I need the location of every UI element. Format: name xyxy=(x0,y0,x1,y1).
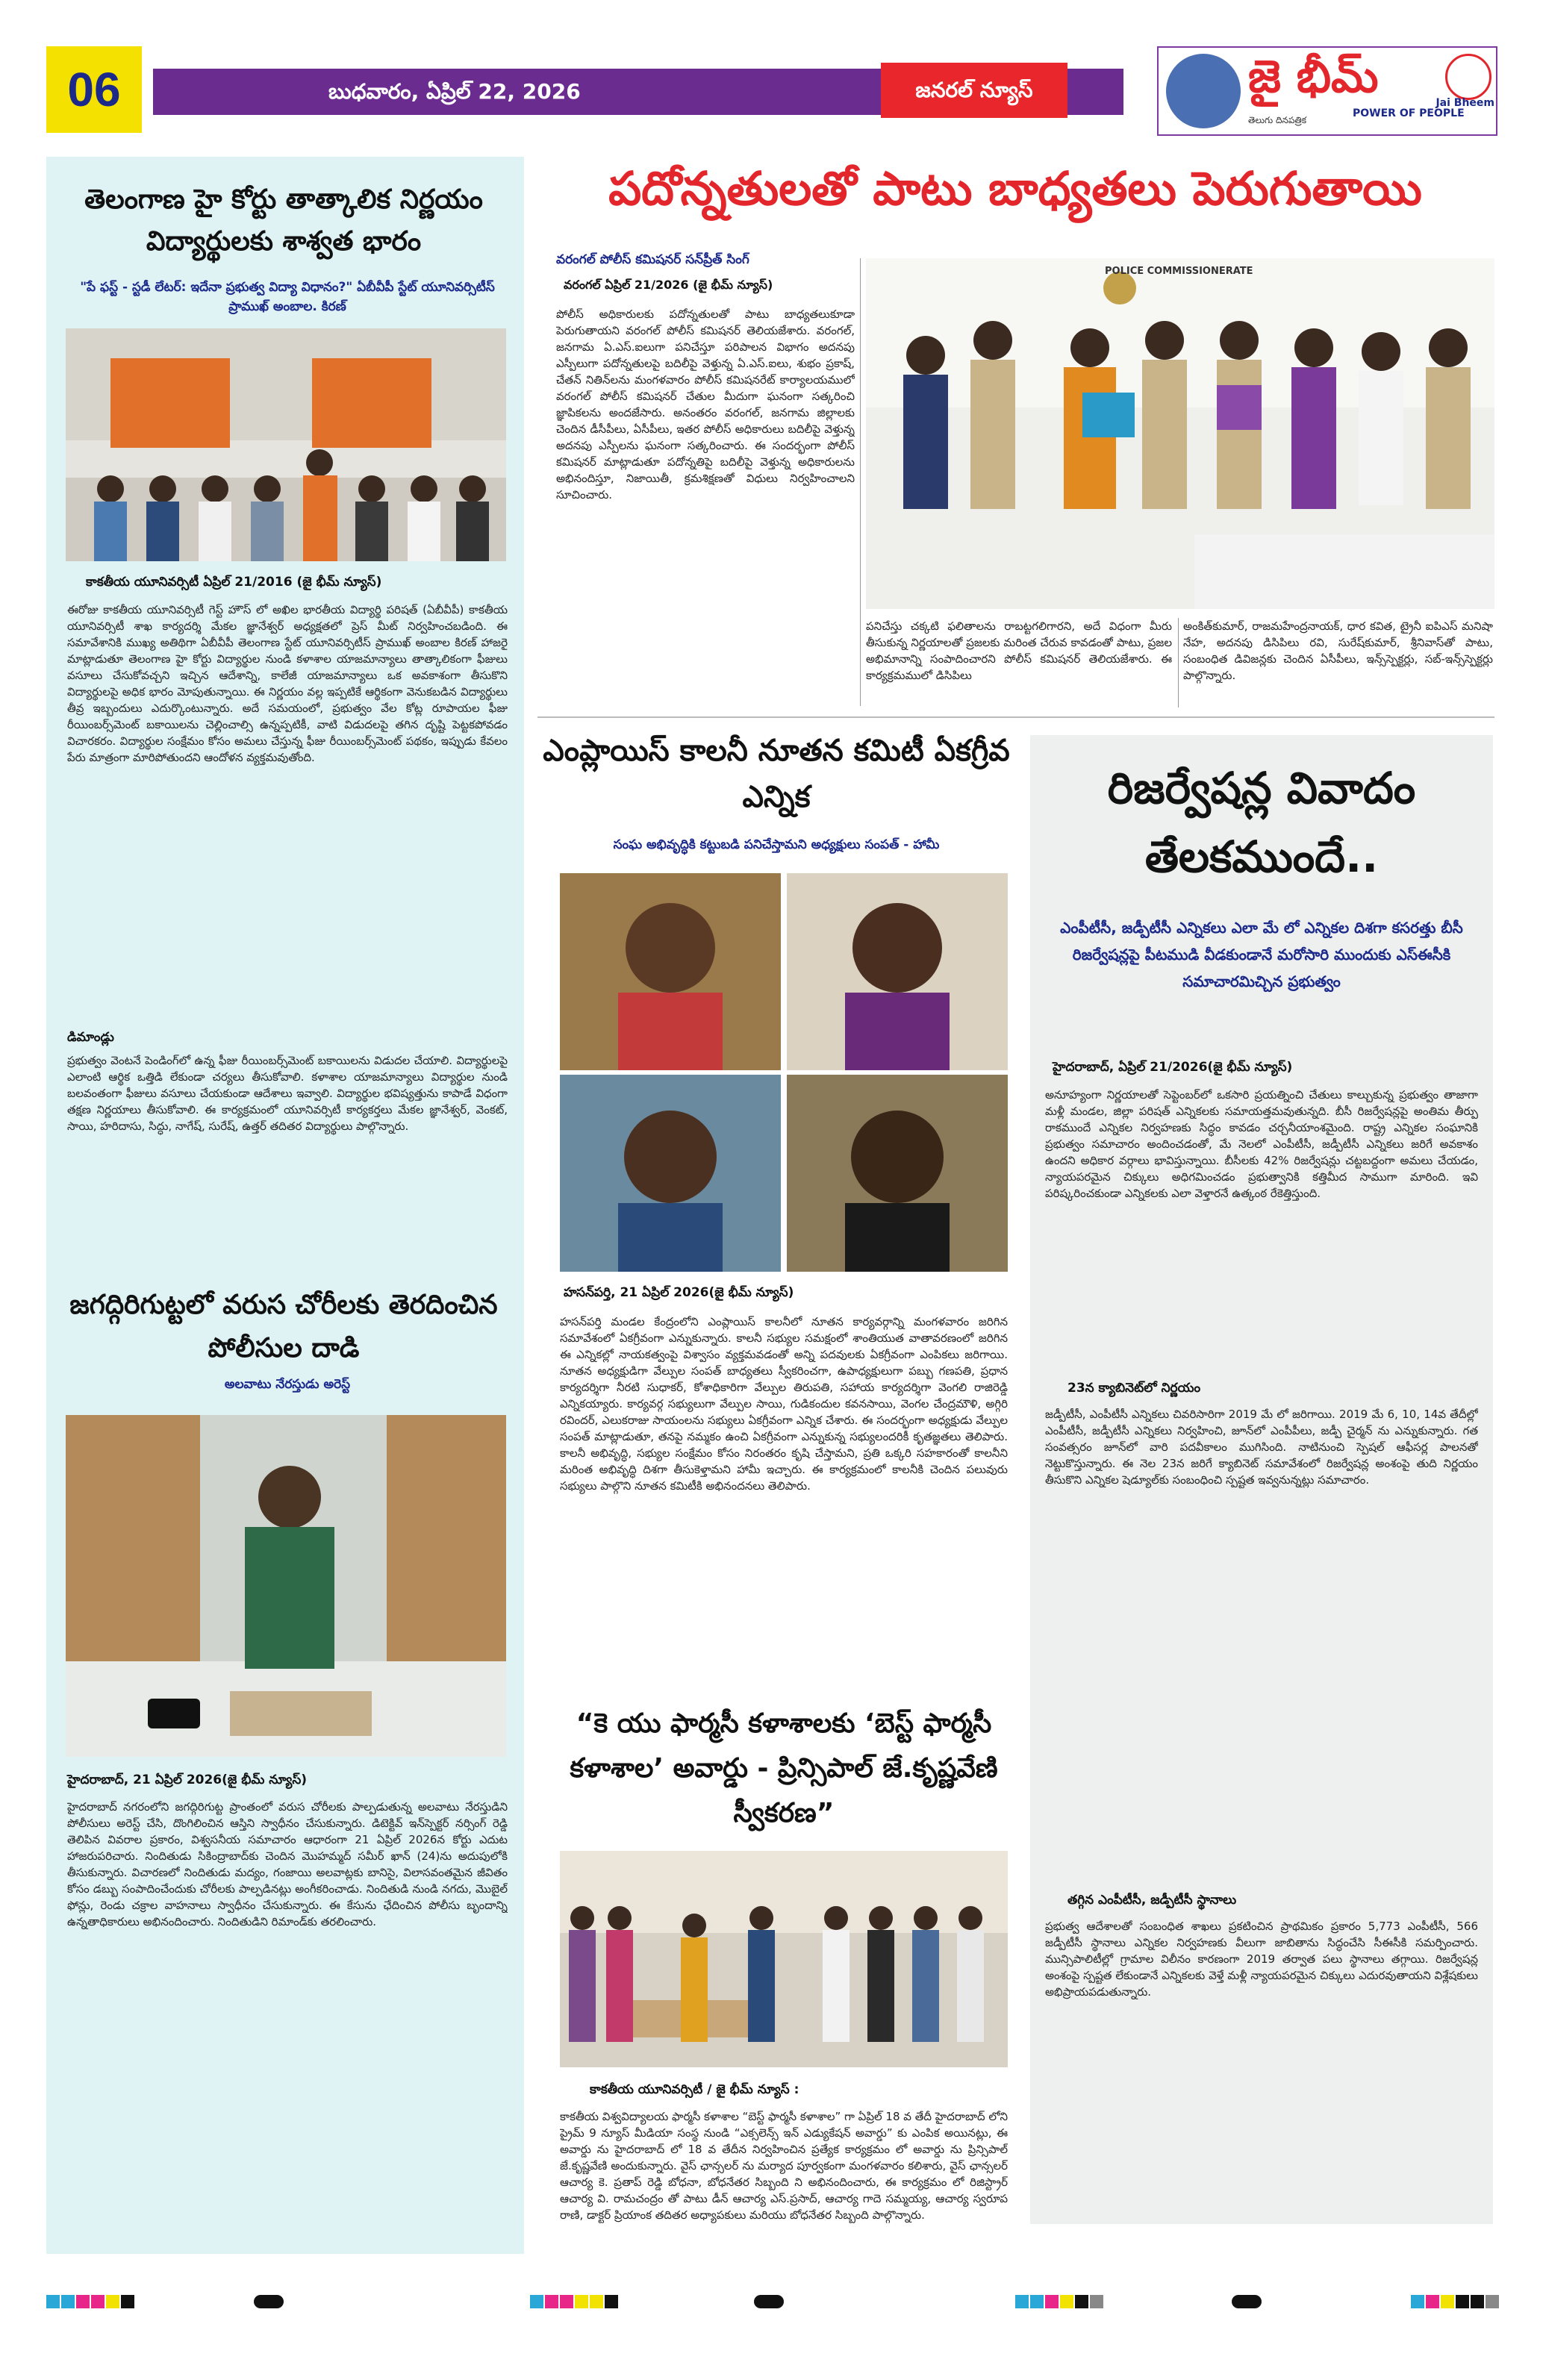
article2-body: హైదరాబాద్ నగరంలోని జగద్గిరిగుట్ట ప్రాంతంలో వరుస చోరీలకు పాల్పడుతున్న అలవాటు నేరస్తుడిని పోలీసులు అరెస్ట్ చేసి, దొంగిలించిన ఆస్తిని స్వాధీనం చేసుకున్నారు. డిటెక్టివ్ ఇన్‌స్పెక్టర్ నర్సింగ్ రెడ్డి తెలిపిన వివరాల ప్రకారం, విశ్వసనీయ సమాచారం ఆధారంగా 21 ఏప్రిల్ 2026న కోర్టు ఎదుట హాజరుపరిచారు. నిందితుడు సికింద్రాబాద్‌కు చెందిన మొహమ్మద్ సమీర్ ఖాన్ (24)ను అదుపులోకి తీసుకున్నారు. విచారణలో నిందితుడు మద్యం, గంజాయి అలవాట్లకు బానిసై, విలాసవంతమైన జీవితం కోసం డబ్బు సంపాదించేందుకు చోరీలకు పాల్పడినట్లు అంగీకరించాడు. నిందితుడి నుండి నగదు, మొబైల్ ఫోన్లు, రెండు చక్రాల వాహనాలు స్వాధీనం చేసుకున్నారు. ఈ కేసును ఛేదించిన పోలీసు బృందాన్ని ఉన్నతాధికారులు అభినందించారు. నిందితుడిని రిమాండ్‌కు తరలించారు. xyxy=(67,1800,508,1928)
masthead-logo-text: Jai Bheem xyxy=(1436,97,1494,109)
article2-subhead: అలవాటు నేరస్తుడు అరెస్ట్ xyxy=(224,1377,351,1392)
article4-dateline: హసన్‌పర్తి, 21 ఏప్రిల్ 2026(జై భీమ్ న్యూస్) xyxy=(564,1285,794,1300)
article1-body2: ప్రభుత్వం వెంటనే పెండింగ్‌లో ఉన్న ఫీజు రీయింబర్స్‌మెంట్ బకాయిలను విడుదల చేయాలి. విద్యార్థులపై ఎలాంటి ఆర్థిక ఒత్తిడి లేకుండా చర్యలు తీసుకోవాలి. కళాశాల యాజమాన్యాలు విద్యార్థుల నుండి బలవంతంగా ఫీజులు వసూలు చేయకుండా ఆదేశాలు ఇవ్వాలి. విద్యార్థుల భవిష్యత్తును కాపాడే విధంగా తక్షణ నిర్ణయాలు తీసుకోవాలి. ఈ కార్యక్రమంలో యూనివర్సిటీ కార్యకర్తలు మేకల జ్ఞానేశ్వర్, వెంకట్, సాయి, హరిదాసు, సిద్ధు, నాగేష్, సురేష్, ఉత్తర్ తదితర విద్యార్థులు పాల్గొన్నారు. xyxy=(67,1054,508,1133)
registration-mark xyxy=(254,2295,284,2308)
color-registration-bar xyxy=(1411,2295,1500,2308)
page-number: 06 xyxy=(46,46,142,133)
section-divider xyxy=(537,716,1494,718)
column-rule xyxy=(860,258,861,706)
article6-body2: జడ్పీటీసీ, ఎంపీటీసీ ఎన్నికలు చివరిసారిగా 2019 మే లో జరిగాయి. 2019 మే 6, 10, 14వ తేదీల్లో ఎంపీటీసీ, జడ్పీటీసీ ఎన్నికలు నిర్వహించి, జూన్‌లో ఎంపీపీలు, జడ్పీ చైర్మన్ ను ఎన్నుకున్నారు. గత సంవత్సరం జూన్‌లో వారి పదవీకాలం ముగిసింది. నాటినుంచి స్పెషల్ ఆఫీసర్ల పాలనతో నెట్టుకొస్తున్నారు. ఈ నెల 23న జరిగే క్యాబినెట్ సమావేశంలో రిజర్వేషన్ల అంశంపై తుది నిర్ణయం తీసుకొని ఎన్నికల షెడ్యూల్‌కు సంబంధించి స్పష్టత ఇవ్వనున్నట్లు సమాచారం. xyxy=(1045,1408,1478,1487)
article4-body: హసన్‌పర్తి మండల కేంద్రంలోని ఎంప్లాయిస్ కాలనీలో నూతన కార్యవర్గాన్ని మంగళవారం జరిగిన సమావేశంలో ఏకగ్రీవంగా ఎన్నుకున్నారు. కాలనీ సభ్యుల సమక్షంలో శాంతియుత వాతావరణంలో జరిగిన ఈ ఎన్నికల్లో నాయకత్వంపై విశ్వాసం వ్యక్తమవడంతో అన్ని పదవులకు ఏకగ్రీవంగా ఎంపికలు జరిగాయి. నూతన అధ్యక్షుడిగా వేల్పుల సంపత్ బాధ్యతలు స్వీకరించగా, ఉపాధ్యక్షులుగా పబ్బు గణపతి, ప్రధాన కార్యదర్శిగా నీరటి సుధాకర్, కోశాధికారిగా వేల్పుల తిరుపతి, సహాయ కార్యదర్శిగా వెంగలి రాజిరెడ్డి ఎన్నికయ్యారు. కార్యవర్గ సభ్యులుగా వేల్పుల సాయి, గుడికందుల కవనసాయి, వెంగల చేంద్రమౌళి, అగ్గిరి రవిందర్, ఎలుకరాజు సాయంలను సభ్యులు ఏకగ్రీవంగా ఎన్నిక చేశారు. ఈ సందర్భంగా అధ్యక్షుడు వేల్పుల సంపత్ మాట్లాడుతూ, తనపై నమ్మకం ఉంచి ఏకగ్రీవంగా ఎన్నుకున్న సభ్యులందరికీ కృతజ్ఞతలు తెలిపారు. కాలనీ అభివృద్ధి, సభ్యుల సంక్షేమం కోసం నిరంతరం కృషి చేస్తామని, ప్రతి ఒక్కరి సహకారంతో కాలనీని మరింత అభివృద్ధి దిశగా తీసుకెళ్తామని హామీ ఇచ్చారు. ఈ కార్యక్రమంలో కాలనీకి చెందిన పలువురు సభ్యులు పాల్గొని నూతన కమిటీకి అభినందనలు తెలిపారు. xyxy=(560,1315,1008,1493)
masthead-logo-icon xyxy=(1445,54,1491,100)
article6-subhead2: 23న క్యాబినెట్‌లో నిర్ణయం xyxy=(1067,1381,1201,1396)
article3-body2: పనిచేస్తు చక్కటి ఫలితాలను రాబట్టగలిగారని, అదే విధంగా మీరు తీసుకున్న నిర్ణయాలతో ప్రజలకు మరింత చేరువ కావడంతో పాటు, ప్రజల అభిమానాన్ని సంపాదించారని పోలీస్ కమిషనర్ తెలియజేశారు. ఈ కార్యక్రమములో డిసిపిలు xyxy=(866,619,1172,682)
article2-photo xyxy=(66,1415,506,1757)
column-rule xyxy=(1178,618,1179,708)
article2-headline: జగద్గిరిగుట్టలో వరుస చోరీలకు తెరదించిన పోలీసుల దాడి xyxy=(69,1290,498,1364)
commissionerate-sign: POLICE COMMISSIONERATE xyxy=(1105,266,1253,277)
section-tag: జనరల్ న్యూస్ xyxy=(881,63,1067,118)
article6-body: అనూహ్యంగా నిర్ణయాలతో సెప్టెంబర్‌లో ఒకసారి ప్రయత్నించి చేతులు కాల్చుకున్న ప్రభుత్వం తాజాగా మళ్లీ మండల, జిల్లా పరిషత్ ఎన్నికలకు సమాయత్తమవుతున్నది. బీసీ రిజర్వేషన్లపై అంతిమ తీర్పు రాకముందే ఎన్నికల నిర్వహణకు సిద్ధం కావడం చర్చనీయాంశమైంది. రాష్ట్ర ఎన్నికల సంఘానికి ప్రభుత్వం సమాచారం అందించడంతో, మే నెలలో ఎంపీటీసీ, జడ్పీటీసీ ఎన్నికలు జరిగే అవకాశం ఉందని అధికార వర్గాలు భావిస్తున్నాయి. బీసీలకు 42% రిజర్వేషన్లు చట్టబద్దంగా అమలు చేయడం, న్యాయపరమైన చిక్కులు అధిగమించడం ప్రభుత్వానికి కత్తిమీద సాముగా మారింది. ఇవి పరిష్కరించకుండా ఎన్నికలకు ఎలా వెళ్తారనే ఉత్కంఠ రేకెత్తిస్తుంది. xyxy=(1045,1088,1478,1200)
color-registration-bar xyxy=(1015,2295,1105,2308)
article5-photo xyxy=(560,1851,1008,2067)
article1-headline: తెలంగాణ హై కోర్టు తాత్కాలిక నిర్ణయం విద్యార్థులకు శాశ్వత భారం xyxy=(84,184,483,257)
article1-subhead: "పే ఫస్ట్ - స్టడీ లేటర్: ఇదేనా ప్రభుత్వ విద్యా విధానం?" ఏబీవీపీ స్టేట్ యూనివర్సిటీస్ ప్రాముఖ్ అంబాల. కిరణ్ xyxy=(80,280,495,314)
article1-photo xyxy=(66,328,506,561)
article3-dateline: వరంగల్ ఏప్రిల్ 21/2026 (జై భీమ్ న్యూస్) xyxy=(564,278,773,292)
article3-headline: పదోన్నతులతో పాటు బాధ్యతలు పెరుగుతాయి xyxy=(608,161,1422,216)
article1-subhead2: డిమాండ్లు xyxy=(67,1030,114,1045)
article6-subhead: ఎంపీటీసీ, జడ్పీటీసీ ఎన్నికలు ఎలా మే లో ఎన్నికల దిశగా కసరత్తు బీసీ రిజర్వేషన్లపై పీటముడి వీడకుండానే మరోసారి ముందుకు ఎస్ఈసీకి సమాచారమిచ్చిన ప్రభుత్వం xyxy=(1060,919,1463,990)
color-registration-bar xyxy=(530,2295,620,2308)
masthead xyxy=(1157,46,1497,136)
article6-dateline: హైదరాబాద్, ఏప్రిల్ 21/2026(జై భీమ్ న్యూస్) xyxy=(1053,1060,1293,1075)
registration-mark xyxy=(1232,2295,1262,2308)
issue-date: బుధవారం, ఏప్రిల్ 22, 2026 xyxy=(328,79,581,104)
masthead-title: జై భీమ్ xyxy=(1248,51,1379,103)
article6-headline: రిజర్వేషన్ల వివాదం తేలకముందే.. xyxy=(1107,763,1416,882)
masthead-portrait xyxy=(1166,54,1241,128)
article3-body3: అంకిత్‌కుమార్, రాజమహేంద్రనాయక్, ధార కవిత, ట్రైనీ ఐపిఎస్ మనిషా నేహ, అదనపు డిసిపిలు రవి, సురేష్‌కుమార్, శ్రీనివాస్‌తో పాటు, సంబంధిత డివిజన్లకు చెందిన ఏసీపీలు, ఇన్స్‌స్పెక్టర్లు, సబ్-ఇన్స్‌స్పెక్టర్లు పాల్గొన్నారు. xyxy=(1183,619,1493,682)
article2-dateline: హైదరాబాద్, 21 ఏప్రిల్ 2026(జై భీమ్ న్యూస్) xyxy=(67,1772,308,1787)
masthead-subtitle: తెలుగు దినపత్రిక xyxy=(1248,115,1307,125)
article5-body: కాకతీయ విశ్వవిద్యాలయ ఫార్మసీ కళాశాల “బెస్ట్ ఫార్మసీ కళాశాల” గా ఏప్రిల్ 18 వ తేదీ హైదరాబాద్ లోని ప్రైమ్ 9 న్యూస్ మీడియా సంస్థ నుండి “ఎక్సలెన్స్ ఇన్ ఎడ్యుకేషన్ అవార్డు” కు ఎంపిక అయినట్లు, ఈ అవార్డు ను హైదరాబాద్ లో 18 వ తేదీన నిర్వహించిన ప్రత్యేక కార్యక్రమం లో అవార్డు ను ప్రిన్సిపాల్ జే.కృష్ణవేణి అందుకున్నారు. వైస్ ఛాన్సలర్ ను మర్యాద పూర్వకంగా మంగళవారం కలిశారు, వైస్ ఛాన్సలర్ ఆచార్య కె. ప్రతాప్ రెడ్డి బోధనా, బోధనేతర సిబ్బంది ని అభినందించారు, ఈ కార్యక్రమం లో రిజిస్ట్రార్ ఆచార్య వి. రామచంద్రం తో పాటు డీన్ ఆచార్య ఎస్.ప్రసాద్, ఆచార్య గాదె సమ్మయ్య, ఆచార్య స్వరూప రాణి, డాక్టర్ ప్రియాంక తదితర అధ్యాపకులు మరియు బోధనేతర సిబ్బంది పాల్గొన్నారు. xyxy=(560,2110,1008,2222)
article5-dateline: కాకతీయ యూనివర్సిటీ / జై భీమ్ న్యూస్ : xyxy=(590,2082,799,2097)
article3-subhead: వరంగల్ పోలీస్ కమిషనర్ సన్‌ప్రీత్ సింగ్ xyxy=(556,252,749,267)
article3-body: పోలీస్ అధికారులకు పదోన్నతులతో పాటు బాధ్యతలుకూడా పెరుగుతాయని వరంగల్ పోలీస్ కమిషనర్ తెలియజేశారు. వరంగల్, జనగామ ఏ.ఎస్.ఐలుగా పనిచేస్తూ పరిపాలన విభాగం అదనపు ఎస్పీలుగా పదోన్నతులపై బదిలీపై వెళ్తున్న ఏ.ఎస్.ఐలు, శుభం ప్రకాష్, చేతన్ నితిన్‌లను మంగళవారం పోలీస్ కమిషనరేట్ కార్యాలయములో వరంగల్ పోలీస్ కమిషనర్ చేతుల మీదుగా ఘనంగా సత్కరించి జ్ఞాపికలను అందజేసారు. అనంతరం వరంగల్, జనగామ జిల్లాలకు చెందిన డీసీపీలు, ఏసీపీలు, ఇతర పోలీస్ అధికారులు బదిలీపై వెళ్తున్న అదనపు ఎస్పీలను ఘనంగా సత్కరించారు. ఈ సందర్భంగా పోలీస్ కమిషనర్ మాట్లాడుతూ పదోన్నతిపై బదిలీపై వెళ్తున్న అధికారులను అభినందిస్తూ, నిజాయితీ, క్రమశిక్షణతో విధులు నిర్వహించాలని సూచించారు. xyxy=(556,307,855,502)
masthead-tagline: POWER OF PEOPLE xyxy=(1353,107,1465,119)
article5-headline: “కె యు ఫార్మసీ కళాశాలకు ‘బెస్ట్ ఫార్మసీ కళాశాల’ అవార్డు - ప్రిన్సిపాల్ జే.కృష్ణవేణి స్వీకరణ” xyxy=(570,1708,998,1828)
article4-subhead: సంఘ అభివృద్ధికి కట్టుబడి పనిచేస్తామని అధ్యక్షులు సంపత్ - హామీ xyxy=(613,837,940,852)
article1-body: ఈరోజు కాకతీయ యూనివర్సిటీ గెస్ట్ హౌస్ లో అఖిల భారతీయ విద్యార్థి పరిషత్ (ఏబీవీపీ) కాకతీయ యూనివర్సిటీ శాఖ కార్యదర్శి మేకల జ్ఞానేశ్వర్ అధ్యక్షతలో ప్రెస్ మీట్ నిర్వహించబడింది. ఈ సమావేశానికి ముఖ్య అతిథిగా ఏబీవీపీ తెలంగాణ స్టేట్ యూనివర్సిటీస్ ప్రాముఖ్ అంబాల కిరణ్ హాజరై మాట్లాడుతూ తెలంగాణ హై కోర్టు విద్యార్థుల నుండి కళాశాల యాజమాన్యాలు తాత్కాలికంగా ఫీజులు వసూలు చేసుకోవచ్చని ఇచ్చిన ఆదేశాన్ని, కాలేజీ యాజమాన్యాలు ఒక అవకాశంగా తీసుకొని విద్యార్థులపై అధిక భారం మోపుతున్నాయి. ఈ నిర్ణయం వల్ల ఇప్పటికే ఆర్థికంగా వెనుకబడిన విద్యార్థులు తీవ్ర ఇబ్బందులు ఎదుర్కొంటున్నారు. అదే సమయంలో, ప్రభుత్వం వేల కోట్ల రూపాయల ఫీజు రీయింబర్స్‌మెంట్ బకాయిలను చెల్లించాల్సి ఉన్నప్పటికీ, వాటి విడుదలపై తగిన దృష్టి పెట్టకపోవడం విచారకరం. విద్యార్థుల సంక్షేమం కోసం అమలు చేస్తున్న ఫీజు రీయింబర్స్‌మెంట్ పథకం, ఇప్పుడు కేవలం పేరు మాత్రంగా మారిపోతుందని ఆందోళన వ్యక్తమవుతోంది. xyxy=(67,603,508,764)
article6-body3: ప్రభుత్వ ఆదేశాలతో సంబంధిత శాఖలు ప్రకటించిన ప్రాథమికం ప్రకారం 5,773 ఎంపీటీసీ, 566 జడ్పీటీసీ స్థానాలు ఎన్నికల నిర్వహణకు వీలుగా జాబితాను సిద్ధంచేసి సీఈసీకి సమర్పించారు. మున్సిపాలిటీల్లో గ్రామాల విలీనం కారణంగా 2019 తర్వాత పలు స్థానాలు తగ్గాయి. రిజర్వేషన్ల అంశంపై స్పష్టత లేకుండానే ఎన్నికలకు వెళ్తే మళ్లీ న్యాయపరమైన చిక్కులు ఎదురవుతాయని విశ్లేషకులు అభిప్రాయపడుతున్నారు. xyxy=(1045,1920,1478,1999)
article1-dateline: కాకతీయ యూనివర్సిటీ ఏప్రిల్ 21/2016 (జై భీమ్ న్యూస్) xyxy=(86,575,382,590)
article3-photo xyxy=(866,258,1494,609)
article4-photo-grid xyxy=(560,873,1008,1272)
article4-headline: ఎంప్లాయిస్ కాలనీ నూతన కమిటీ ఏకగ్రీవ ఎన్నిక xyxy=(543,734,1010,814)
registration-mark xyxy=(754,2295,784,2308)
color-registration-bar xyxy=(46,2295,136,2308)
article6-subhead3: తగ్గిన ఎంపీటీసీ, జడ్పీటీసీ స్థానాలు xyxy=(1067,1893,1237,1908)
